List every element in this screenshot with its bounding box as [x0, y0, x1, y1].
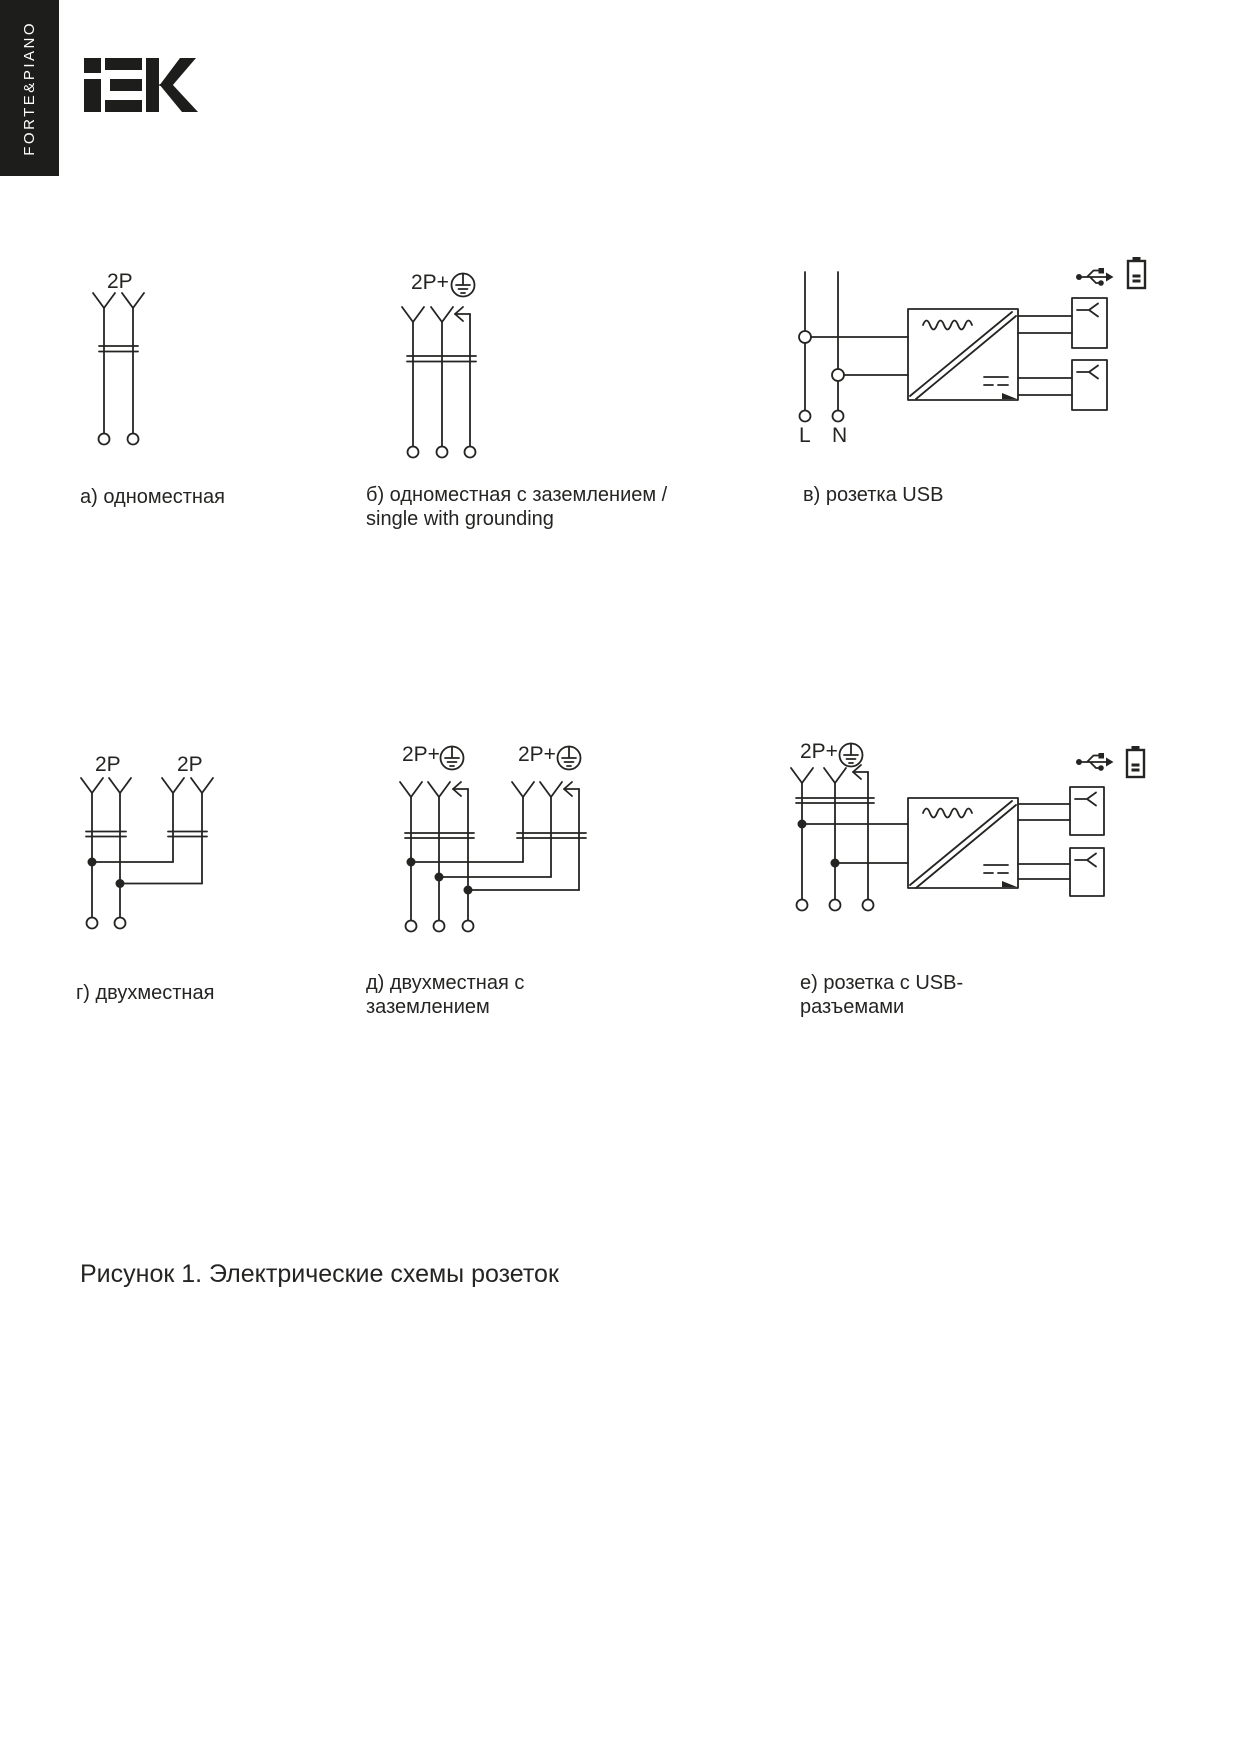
- neutral-terminal-label: N: [832, 424, 848, 447]
- pole-label-a: 2P: [107, 270, 133, 293]
- caption-g: г) двухместная: [76, 982, 215, 1004]
- pole-label-d2: 2P+: [518, 743, 556, 766]
- ac-dc-converter-box: [908, 798, 1018, 888]
- brand-side-banner-text: FORTE&PIANO: [21, 20, 38, 156]
- usb-icon: [1076, 268, 1114, 286]
- caption-d-line1: д) двухместная с: [366, 972, 525, 994]
- caption-b-line2: single with grounding: [366, 508, 554, 530]
- usb-icon: [1076, 753, 1114, 771]
- caption-d: [366, 971, 524, 1019]
- pole-label-e: 2P+: [800, 740, 838, 763]
- line-terminal-label: L: [799, 424, 811, 447]
- pole-label-g2: 2P: [177, 753, 203, 776]
- battery-icon: [1127, 746, 1144, 777]
- diagram-b-schematic: [402, 274, 476, 458]
- caption-d-line2: заземлением: [366, 996, 490, 1018]
- diagram-e-schematic: [791, 744, 1144, 911]
- diagram-g-schematic: [81, 778, 213, 929]
- usb-port-box: [1072, 298, 1107, 348]
- usb-port-box: [1072, 360, 1107, 410]
- protective-earth-icon: [840, 744, 863, 767]
- protective-earth-icon: [558, 747, 581, 770]
- ac-dc-converter-box: [908, 309, 1018, 400]
- pole-label-d1: 2P+: [402, 743, 440, 766]
- protective-earth-icon: [441, 747, 464, 770]
- diagram-d-schematic: [400, 747, 586, 932]
- caption-a: а) одноместная: [80, 486, 225, 508]
- figure-caption: Рисунок 1. Электрические схемы розеток: [80, 1260, 559, 1288]
- pole-label-g1: 2P: [95, 753, 121, 776]
- caption-e-line2: разъемами: [800, 996, 905, 1018]
- diagram-a-schematic: [93, 293, 144, 445]
- pole-label-b: 2P+: [411, 271, 449, 294]
- caption-e-line1: е) розетка с USB-: [800, 972, 964, 994]
- usb-port-box: [1070, 787, 1104, 835]
- usb-port-box: [1070, 848, 1104, 896]
- protective-earth-icon: [452, 274, 475, 297]
- diagram-v-schematic: [799, 257, 1145, 422]
- caption-b-line1: б) одноместная с заземлением /: [366, 484, 668, 506]
- caption-v: в) розетка USB: [803, 484, 944, 506]
- battery-icon: [1128, 257, 1145, 288]
- caption-e: [800, 971, 963, 1019]
- caption-b: [366, 483, 667, 531]
